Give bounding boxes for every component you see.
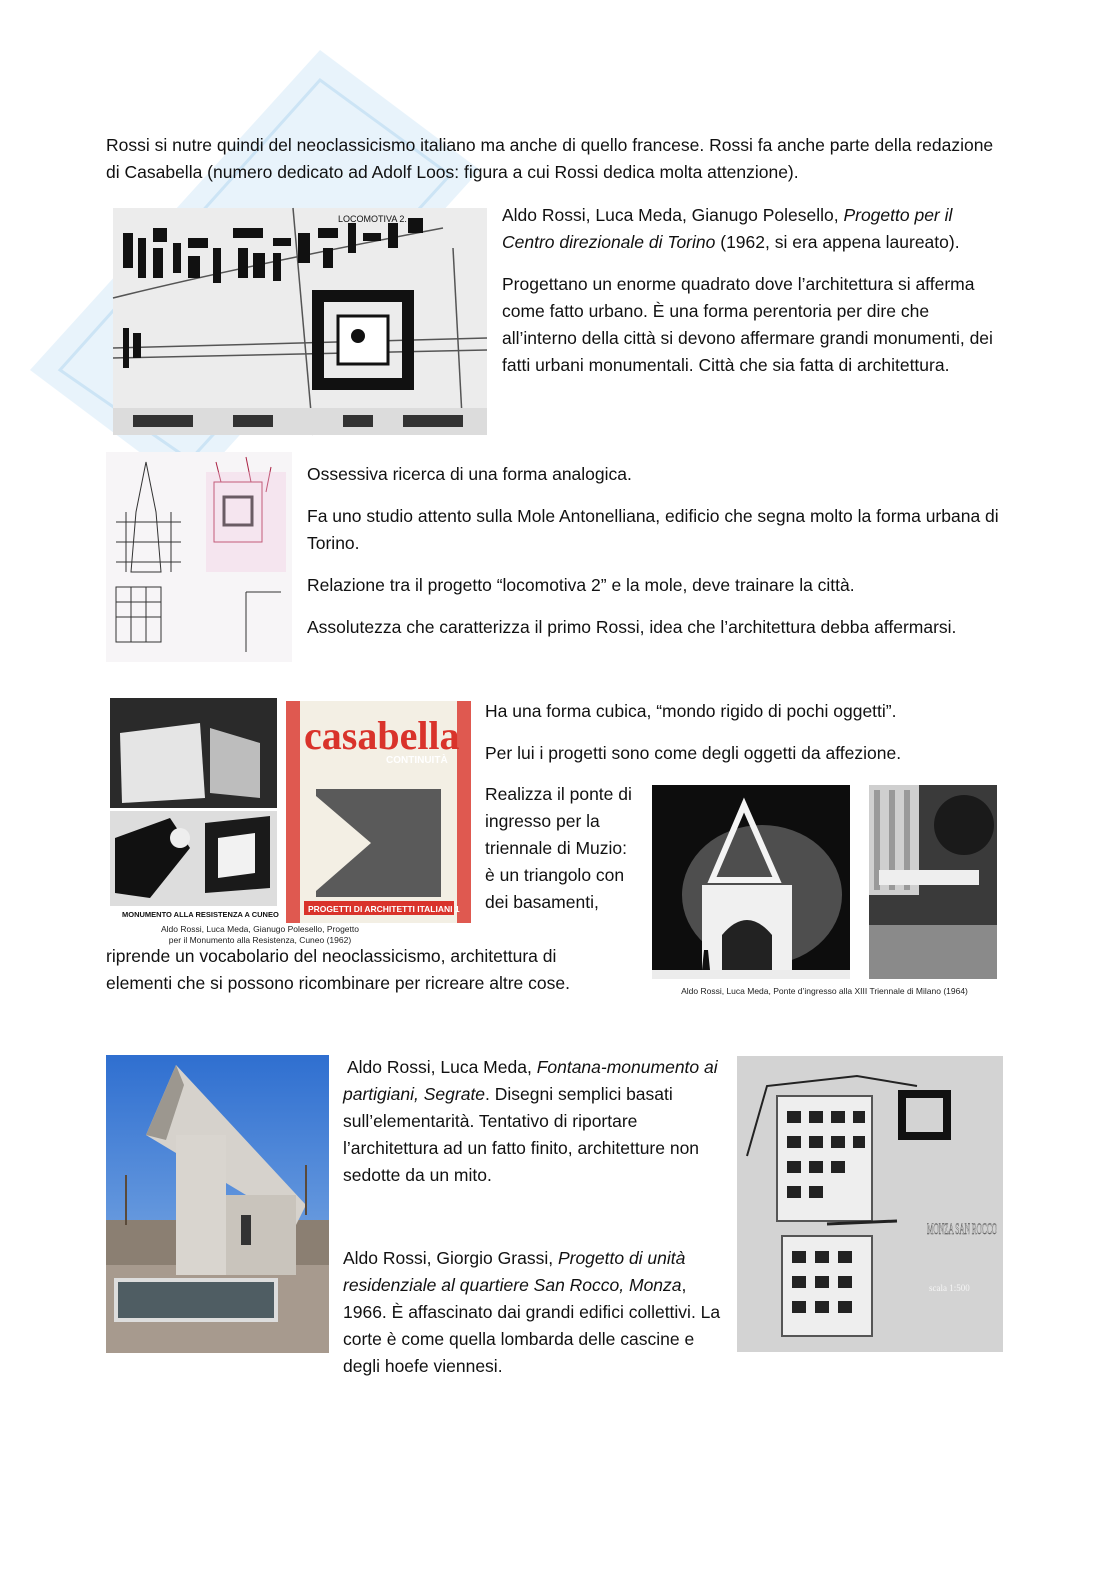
mole-paragraph-4: Assolutezza che caratterizza il primo Rossi, idea che l’architettura debba affermarsi. bbox=[307, 617, 957, 637]
triennale-bridge-image bbox=[652, 785, 850, 979]
monza-image-sub: scala 1:500 bbox=[929, 1283, 970, 1293]
casabella-cover-image bbox=[286, 701, 471, 923]
monza-image-label: MONZA SAN ROCCO bbox=[927, 1221, 997, 1238]
cuneo-paragraph-1: Ha una forma cubica, “mondo rigido di pochi oggetti”. bbox=[485, 701, 897, 721]
monza-model-image bbox=[737, 1056, 1003, 1352]
cuneo-text bbox=[485, 698, 1005, 782]
segrate-text bbox=[343, 1054, 728, 1204]
cuneo-paragraph-2: Per lui i progetti sono come degli oggetti da affezione. bbox=[485, 743, 902, 763]
monza-text bbox=[343, 1245, 728, 1395]
mole-text bbox=[307, 461, 1012, 656]
cuneo-monument-image bbox=[110, 698, 277, 923]
triennale-caption: Aldo Rossi, Luca Meda, Ponte d’ingresso alla XIII Triennale di Milano (1964) bbox=[681, 986, 968, 996]
locomotiva-image-label: LOCOMOTIVA 2. bbox=[338, 214, 407, 224]
triennale-photo-image bbox=[869, 785, 997, 979]
mole-sketches-image bbox=[106, 452, 292, 662]
cuneo-image-label: MONUMENTO ALLA RESISTENZA A CUNEO bbox=[122, 910, 279, 919]
mole-paragraph-2: Fa uno studio attento sulla Mole Antonelliana, edificio che segna molto la forma urbana di Torino. bbox=[307, 506, 999, 553]
mole-paragraph-3: Relazione tra il progetto “locomotiva 2” e la mole, deve trainare la città. bbox=[307, 575, 855, 595]
cuneo-caption: Aldo Rossi, Luca Meda, Gianugo Polesello, Progetto per il Monumento alla Resistenza, Cuneo (1962) bbox=[161, 924, 359, 945]
intro-paragraph: Rossi si nutre quindi del neoclassicismo italiano ma anche di quello francese. Rossi fa anche parte della redazione di Casabella (numero dedicato ad Adolf Loos: figura a cui Rossi dedica molta attenzione). bbox=[106, 135, 994, 182]
locomotiva-plan-image bbox=[113, 208, 487, 435]
casabella-footer: PROGETTI DI ARCHITETTI ITALIANI 1 bbox=[308, 904, 460, 914]
mole-paragraph-1: Ossessiva ricerca di una forma analogica. bbox=[307, 464, 632, 484]
casabella-subtitle: CONTINUITÀ bbox=[386, 755, 448, 766]
locomotiva-paragraph: Progettano un enorme quadrato dove l’architettura si afferma come fatto urbano. È una forma perentoria per dire che all’interno della città si devono affermare grandi monumenti, dei fatti urbani monumentali. Città che sia fatta di architettura. bbox=[502, 274, 993, 375]
locomotiva-text bbox=[502, 202, 1007, 394]
monza-paragraph: Aldo Rossi, Giorgio Grassi, Progetto di unità residenziale al quartiere San Rocco, Monza, 1966. È affascinato dai grandi edifici collettivi. La corte è come quella lombarda delle cascine e degli hoefe viennesi. bbox=[343, 1248, 721, 1376]
segrate-fountain-image bbox=[106, 1055, 329, 1353]
segrate-paragraph: Aldo Rossi, Luca Meda, Fontana-monumento ai partigiani, Segrate. Disegni semplici basati sull’elementarità. Tentativo di riportare l’architettura ad un fatto finito, architetture non sedotte da un mito. bbox=[343, 1057, 718, 1185]
locomotiva-caption: Aldo Rossi, Luca Meda, Gianugo Polesello, Progetto per il Centro direzionale di Torino (1962, si era appena laureato). bbox=[502, 205, 960, 252]
triennale-paragraph: Realizza il ponte di ingresso per la triennale di Muzio: è un triangolo con dei basamenti, bbox=[485, 784, 632, 912]
casabella-title: casabella bbox=[304, 713, 460, 758]
triennale-paragraph-continued: riprende un vocabolario del neoclassicismo, architettura di elementi che si possono ricombinare per ricreare altre cose. bbox=[106, 946, 570, 993]
